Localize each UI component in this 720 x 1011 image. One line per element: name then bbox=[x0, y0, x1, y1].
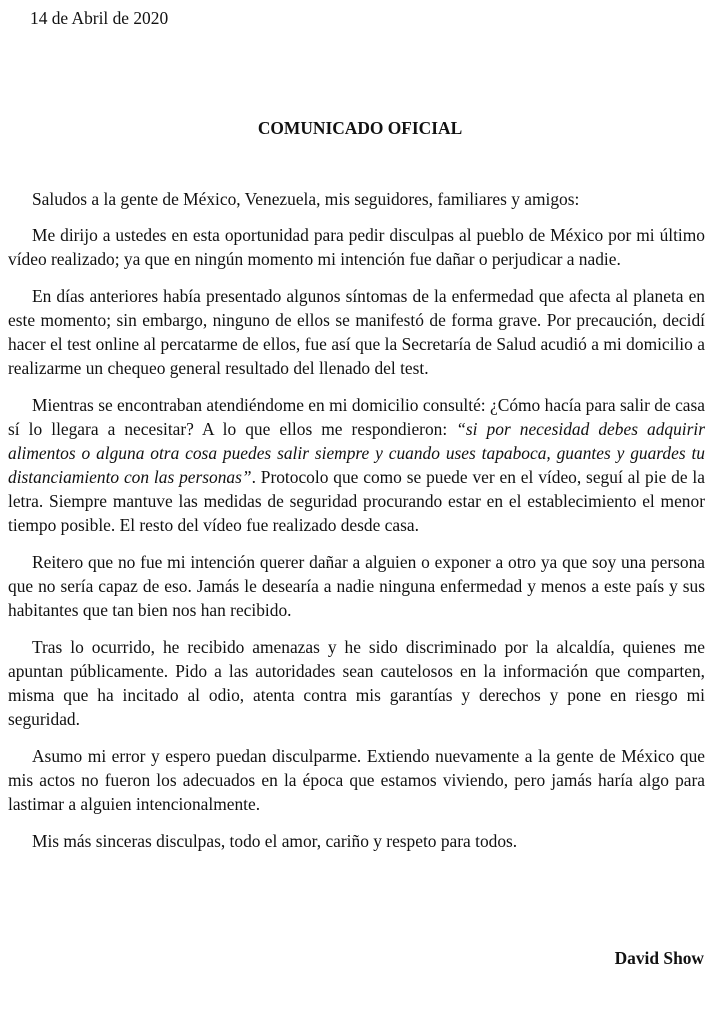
signature: David Show bbox=[614, 948, 704, 968]
paragraph-3-quote: “si por necesidad debes adquirir alimentos o alguna otra cosa puedes salir siempre y cuando uses tapaboca, guantes y guardes tu distanciamiento con las personas” bbox=[8, 419, 705, 487]
paragraph-3-rest: . Protocolo que como se puede ver en el vídeo, seguí al pie de la letra. Siempre mantuve las medidas de seguridad procurando estar en el establecimiento el menor tiempo posible. El resto del vídeo fue realizado desde casa. bbox=[8, 467, 705, 535]
closing-paragraph: Mis más sinceras disculpas, todo el amor, cariño y respeto para todos. bbox=[32, 831, 518, 851]
document-title: COMUNICADO OFICIAL bbox=[257, 118, 463, 138]
body-paragraph-1: Me dirijo a ustedes en esta oportunidad para pedir disculpas al pueblo de México por mi último vídeo realizado; ya que en ningún momento mi intención fue dañar o perjudicar a nadie. bbox=[8, 225, 705, 269]
paragraph-3-intro: Mientras se encontraban atendiéndome en mi domicilio consulté: ¿Cómo hacía para salir de casa sí lo llegara a necesitar? A lo que ellos me respondieron: bbox=[8, 395, 705, 439]
body-paragraph-3 bbox=[8, 393, 705, 537]
body-paragraph-6: Asumo mi error y espero puedan disculparme. Extiendo nuevamente a la gente de México que mis actos no fueron los adecuados en la época que estamos viviendo, pero jamás haría algo para lastimar a alguien intencionalmente. bbox=[8, 746, 705, 814]
document-date: 14 de Abril de 2020 bbox=[30, 8, 169, 28]
body-paragraph-2: En días anteriores había presentado algunos síntomas de la enfermedad que afecta al planeta en este momento; sin embargo, ninguno de ellos se manifestó de forma grave. Por precaución, decidí hacer el test online al percatarme de ellos, fue así que la Secretaría de Salud acudió a mi domicilio a realizarme un chequeo general resultado del llenado del test. bbox=[8, 286, 705, 378]
greeting-paragraph: Saludos a la gente de México, Venezuela, mis seguidores, familiares y amigos: bbox=[32, 189, 580, 209]
document-body bbox=[8, 187, 705, 866]
body-paragraph-5: Tras lo ocurrido, he recibido amenazas y he sido discriminado por la alcaldía, quienes me apuntan públicamente. Pido a las autoridades sean cautelosos en la información que comparten, misma que ha incitado al odio, atenta contra mis garantías y derechos y pone en riesgo mi seguridad. bbox=[8, 637, 705, 729]
body-paragraph-4: Reitero que no fue mi intención querer dañar a alguien o exponer a otro ya que soy una persona que no sería capaz de eso. Jamás le desearía a nadie ninguna enfermedad y menos a este país y sus habitantes que tan bien nos han recibido. bbox=[8, 552, 705, 620]
